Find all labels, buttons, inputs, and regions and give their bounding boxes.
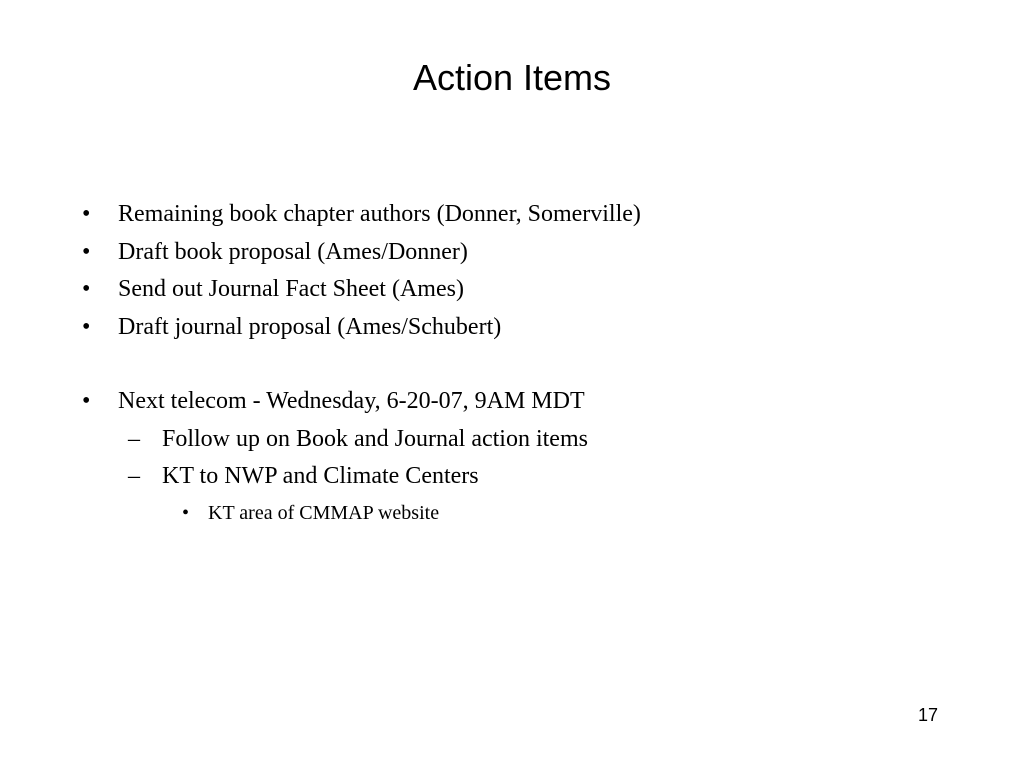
bullet-marker: • [82,201,91,227]
bullet-text: Remaining book chapter authors (Donner, Somerville) [118,201,641,227]
bullet-item [78,271,978,309]
slide-title: Action Items [412,57,612,98]
bullet-text: Next telecom - Wednesday, 6-20-07, 9AM MDT [118,388,585,414]
bullet-item [78,309,978,347]
bullet-text: Send out Journal Fact Sheet (Ames) [118,276,464,302]
sub-sub-bullet-item [78,496,978,530]
sub-bullet-text: Follow up on Book and Journal action items [162,425,588,452]
slide-body [78,196,978,530]
bullet-marker: • [82,313,91,340]
bullet-marker: • [82,276,91,302]
dash-marker: – [128,463,140,489]
dash-marker: – [128,425,140,452]
bullet-item [78,234,978,272]
bullet-marker: • [82,388,91,414]
bullet-marker: • [82,238,91,265]
bullet-marker: • [182,501,190,524]
bullet-item [78,196,978,234]
sub-bullet-item [78,421,978,459]
sub-bullet-item [78,458,978,496]
spacer [78,346,978,383]
sub-bullet-text: KT to NWP and Climate Centers [162,463,479,489]
bullet-item-next-telecom [78,383,978,421]
page-number: 17 [917,705,938,725]
bullet-text: Draft book proposal (Ames/Donner) [118,238,468,265]
bullet-text: Draft journal proposal (Ames/Schubert) [118,313,502,340]
sub-sub-bullet-text: KT area of CMMAP website [208,501,440,524]
